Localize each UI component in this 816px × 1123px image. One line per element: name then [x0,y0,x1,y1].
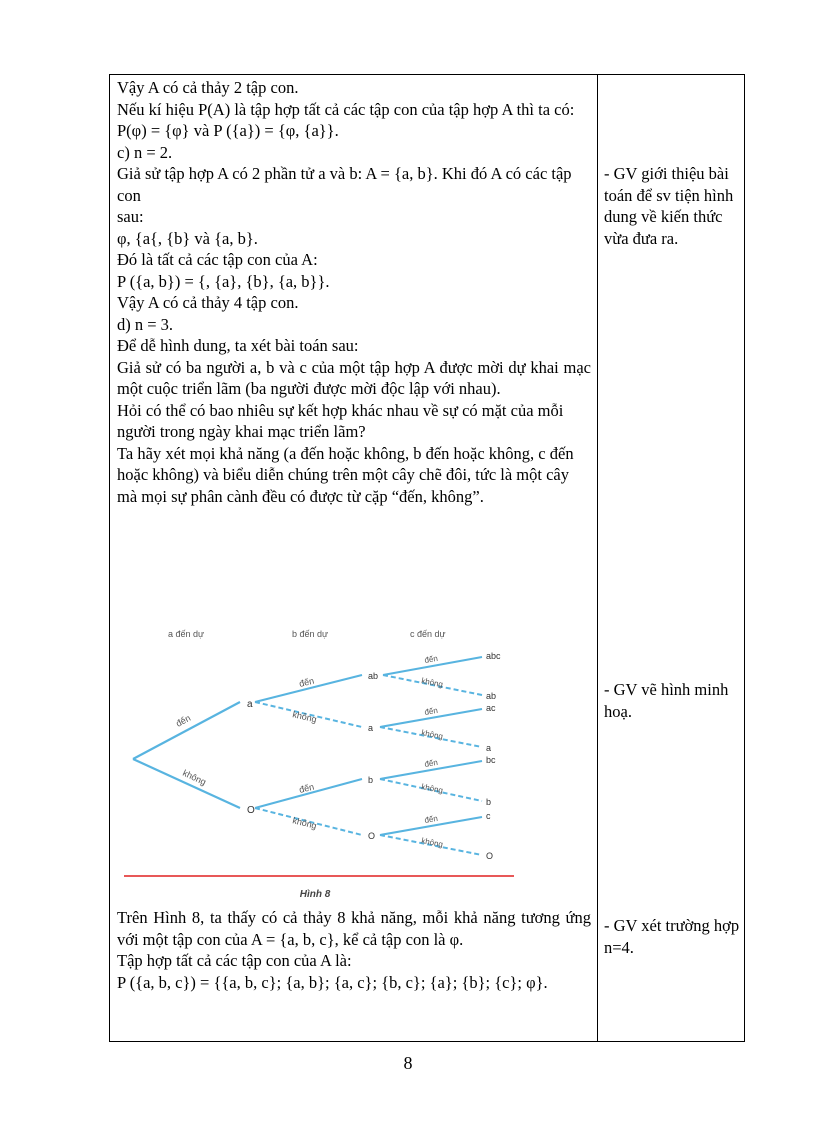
text-line: Tập hợp tất cả các tập con của A là: [117,951,352,970]
node-a2: a [368,723,374,733]
text-line: Vậy A có cả thảy 4 tập con. [117,293,299,312]
label-no: không [420,728,444,742]
label-yes: đến [174,712,193,729]
leaf-empty: O [486,851,494,861]
branch-no [133,759,240,808]
text-line: Đó là tất cả các tập con của A: [117,250,318,269]
text-line: Để dễ hình dung, ta xét bài toán sau: [117,336,359,355]
text-line: Nếu kí hiệu P(A) là tập hợp tất cả các tập con của tập hợp A thì ta có: [117,99,575,119]
teacher-note [604,679,744,722]
note-text: - GV vẽ hình minh hoạ. [604,680,729,721]
text-line: P(φ) = {φ} và P ({a}) = {φ, {a}}. [117,121,339,140]
label-no: không [420,676,444,690]
header-b: b đến dự [292,629,329,639]
leaf-abc: abc [486,651,501,661]
node-ab: ab [368,671,379,681]
text-line: d) n = 3. [117,314,174,334]
text-line: Trên Hình 8, ta thấy có cả thảy 8 khả năng, mỗi khả năng tương ứng với một tập con của A = {a, b, c}, kể cả tập con là φ. [117,908,591,949]
note-text: - GV xét trường hợp n=4. [604,916,740,957]
label-yes: đến [298,781,316,795]
label-no: không [420,836,444,850]
label-yes: đến [423,705,439,717]
label-no: không [291,709,318,725]
note-text: - GV giới thiệu bài toán để sv tiện hình dung về kiến thức vừa đưa ra. [604,164,734,248]
label-yes: đến [298,675,316,689]
text-line: sau: [117,207,144,226]
leaf-ac: ac [486,703,496,713]
text-line: Hỏi có thể có bao nhiêu sự kết hợp khác nhau về sự có mặt của mỗi người trong ngày khai mạc triển lãm? [117,400,564,441]
leaf-bc: bc [486,755,496,765]
column-divider [597,75,598,1041]
page-number: 8 [403,1053,413,1073]
tree-diagram [120,623,520,891]
content-column-bottom [117,907,591,993]
header-a: a đến dự [168,629,205,639]
label-no: không [291,815,318,831]
text-line: P ({a, b}) = {, {a}, {b}, {a, b}}. [117,271,330,291]
branch-yes [133,702,240,759]
label-no: không [181,767,208,788]
teacher-note [604,915,744,958]
figure-caption: Hình 8 [299,889,331,900]
content-column [117,77,591,507]
text-line: Vậy A có cả thảy 2 tập con. [117,78,299,97]
node-b: b [368,775,374,785]
leaf-a: a [486,743,492,753]
lesson-table [109,74,745,1042]
leaf-c: c [486,811,491,821]
node-empty2: O [368,831,376,841]
text-line: Giả sử tập hợp A có 2 phần tử a và b: A = {a, b}. Khi đó A có các tập con [117,164,572,205]
label-no: không [420,782,444,796]
text-line: c) n = 2. [117,142,173,162]
text-line: Giả sử có ba người a, b và c của một tập hợp A được mời dự khai mạc một cuộc triển lãm (ba người được mời độc lập với nhau). [117,357,591,398]
label-yes: đến [423,653,439,665]
label-yes: đến [423,757,439,769]
node-empty: O [247,805,255,816]
header-c: c đến dự [410,629,446,639]
text-line: P ({a, b, c}) = {{a, b, c}; {a, b}; {a, c}; {b, c}; {a}; {b}; {c}; φ}. [117,972,548,992]
teacher-note [604,163,744,249]
leaf-b: b [486,797,492,807]
label-yes: đến [423,813,439,825]
text-line: φ, {a{, {b} và {a, b}. [117,228,258,248]
leaf-ab: ab [486,691,497,701]
text-line: Ta hãy xét mọi khả năng (a đến hoặc không, b đến hoặc không, c đến hoặc không) và biểu diễn chúng trên một cây chẽ đôi, tức là một cây mà mọi sự phân cành đều có được từ cặp “đến, không”. [117,443,574,506]
node-a: a [247,699,253,710]
